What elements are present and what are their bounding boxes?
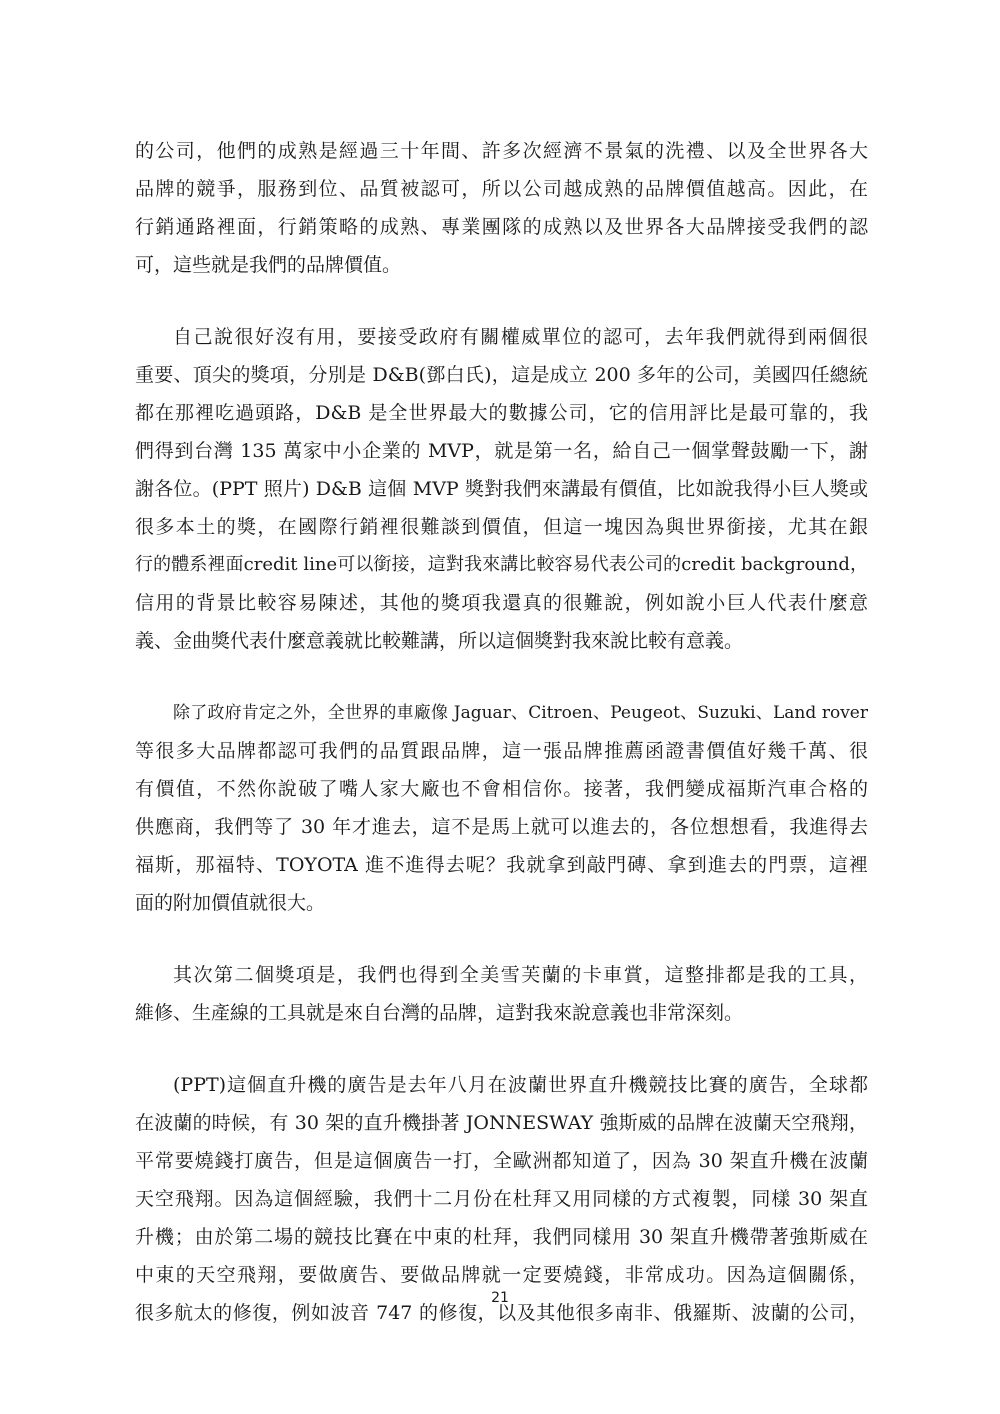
paragraph xyxy=(135,318,868,660)
text-line: 維修、生產線的工具就是來自台灣的品牌，這對我來說意義也非常深刻。 xyxy=(135,1002,744,1024)
text-line: 可，這些就是我們的品牌價值。 xyxy=(135,254,402,276)
text-line: 福斯，那福特、TOYOTA 進不進得去呢？我就拿到敲門磚、拿到進去的門票，這裡 xyxy=(135,854,868,876)
paragraph xyxy=(135,956,868,1032)
text-line: 很多航太的修復，例如波音 747 的修復，以及其他很多南非、俄羅斯、波蘭的公司， xyxy=(135,1302,868,1324)
text-line: 的公司，他們的成熟是經過三十年間、許多次經濟不景氣的洗禮、以及全世界各大 xyxy=(135,140,868,162)
text-line: 除了政府肯定之外，全世界的車廠像 Jaguar、Citroen、Peugeot、Suzuki、Land rover xyxy=(173,703,868,723)
text-line: 信用的背景比較容易陳述，其他的獎項我還真的很難說，例如說小巨人代表什麼意 xyxy=(135,592,868,614)
paragraph xyxy=(135,694,868,922)
text-line: 自己說很好沒有用，要接受政府有關權威單位的認可，去年我們就得到兩個很 xyxy=(173,326,868,348)
document-body xyxy=(135,132,868,1366)
text-line: 中東的天空飛翔，要做廣告、要做品牌就一定要燒錢，非常成功。因為這個關係， xyxy=(135,1264,868,1286)
text-line: 天空飛翔。因為這個經驗，我們十二月份在杜拜又用同樣的方式複製，同樣 30 架直 xyxy=(135,1188,868,1210)
text-line: (PPT)這個直升機的廣告是去年八月在波蘭世界直升機競技比賽的廣告，全球都 xyxy=(173,1074,868,1096)
text-line: 等很多大品牌都認可我們的品質跟品牌，這一張品牌推薦函證書價值好幾千萬、很 xyxy=(135,740,868,762)
text-line: 謝各位。(PPT 照片) D&B 這個 MVP 獎對我們來講最有價值，比如說我得小巨人獎或 xyxy=(135,478,868,500)
text-line: 有價值，不然你說破了嘴人家大廠也不會相信你。接著，我們變成福斯汽車合格的 xyxy=(135,778,868,800)
page-number: 21 xyxy=(491,1290,509,1306)
text-line: 都在那裡吃過頭路，D&B 是全世界最大的數據公司，它的信用評比是最可靠的，我 xyxy=(135,402,868,424)
text-line: 升機；由於第二場的競技比賽在中東的杜拜，我們同樣用 30 架直升機帶著強斯威在 xyxy=(135,1226,868,1248)
text-line: 義、金曲獎代表什麼意義就比較難講，所以這個獎對我來說比較有意義。 xyxy=(135,630,744,652)
text-line: 行銷通路裡面，行銷策略的成熟、專業團隊的成熟以及世界各大品牌接受我們的認 xyxy=(135,216,868,238)
text-line: 在波蘭的時候，有 30 架的直升機掛著 JONNESWAY 強斯威的品牌在波蘭天空飛翔， xyxy=(135,1112,868,1134)
text-line: 很多本土的獎，在國際行銷裡很難談到價值，但這一塊因為與世界銜接，尤其在銀 xyxy=(135,516,868,538)
text-line: 平常要燒錢打廣告，但是這個廣告一打，全歐洲都知道了，因為 30 架直升機在波蘭 xyxy=(135,1150,868,1172)
paragraph xyxy=(135,132,868,284)
text-line: 品牌的競爭，服務到位、品質被認可，所以公司越成熟的品牌價值越高。因此，在 xyxy=(135,178,868,200)
text-line: 重要、頂尖的獎項，分別是 D&B(鄧白氏)，這是成立 200 多年的公司，美國四任總統 xyxy=(135,364,868,386)
text-line: 行的體系裡面credit line可以銜接，這對我來講比較容易代表公司的credit background， xyxy=(135,554,868,575)
text-line: 其次第二個獎項是，我們也得到全美雪芙蘭的卡車賞，這整排都是我的工具， xyxy=(173,964,868,986)
text-line: 面的附加價值就很大。 xyxy=(135,892,326,914)
text-line: 供應商，我們等了 30 年才進去，這不是馬上就可以進去的，各位想想看，我進得去 xyxy=(135,816,868,838)
text-line: 們得到台灣 135 萬家中小企業的 MVP，就是第一名，給自己一個掌聲鼓勵一下，謝 xyxy=(135,440,868,462)
